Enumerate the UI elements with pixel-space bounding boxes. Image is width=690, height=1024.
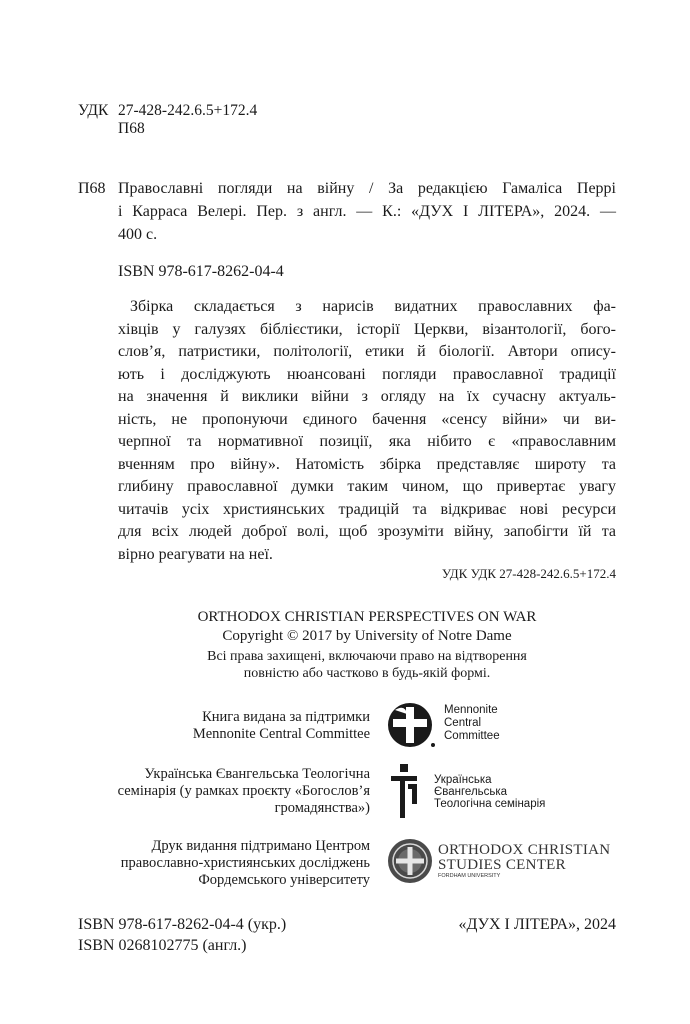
original-copyright: Copyright © 2017 by University of Notre Dame: [222, 628, 512, 644]
abstract-line: для всіх людей доброї волі, щоб зрозуміти війну, запобігти їй та: [118, 523, 616, 540]
udk-footer: УДК УДК 27-428-242.6.5+172.4: [441, 566, 616, 581]
logo-text: ORTHODOX CHRISTIAN: [438, 842, 611, 858]
sponsor-text: громадянства»): [274, 800, 370, 816]
uets-cross-icon: [388, 764, 424, 820]
logo-text: Mennonite: [444, 704, 498, 716]
catalog-line: 400 с.: [118, 226, 158, 243]
abstract-line: глибину православної думки таким чином, що привертає увагу: [118, 478, 616, 495]
abstract-line: на значення й виклики війни з огляду на їх сучасну актуаль-: [118, 388, 616, 405]
logo-text: Євангельська: [434, 786, 508, 798]
abstract-line: вченням про війну». Натомість збірка представляє широту та: [118, 456, 616, 473]
original-title: ORTHODOX CHRISTIAN PERSPECTIVES ON WAR: [197, 609, 537, 625]
isbn-eng: ISBN 0268102775 (англ.): [78, 937, 247, 954]
abstract-line: читачів усіх християнських традицій та відкриває нові ресурси: [118, 501, 616, 518]
logo-text: Central: [444, 717, 482, 729]
author-mark: П68: [118, 120, 145, 137]
catalog-mark: П68: [78, 180, 106, 197]
isbn-ukr: ISBN 978-617-8262-04-4 (укр.): [78, 916, 287, 933]
logo-text: STUDIES CENTER: [438, 857, 566, 873]
abstract-line: ють і досліджують нюансовані погляди православної традиції: [118, 366, 616, 383]
catalog-line: і Карраса Велері. Пер. з англ. — К.: «ДУХ І ЛІТЕРА», 2024. —: [118, 203, 616, 220]
sponsor-text: Mennonite Central Committee: [192, 726, 370, 742]
catalog-line: Православні погляди на війну / За редакцією Гамаліса Перрі: [118, 180, 616, 197]
abstract-line: слов’я, патристики, політології, етики й біології. Автори опису-: [118, 343, 616, 360]
abstract-line: вірно реагувати на неї.: [118, 546, 273, 563]
rights-line: Всі права захищені, включаючи право на відтворення: [207, 649, 527, 664]
logo-text: Українська: [434, 774, 492, 786]
sponsor-text: Українська Євангельська Теологічна: [144, 766, 370, 782]
udk-code: 27-428-242.6.5+172.4: [118, 102, 258, 119]
abstract-line: Збірка складається з нарисів видатних православних фа-: [130, 298, 616, 315]
ocsc-seal-icon: [387, 838, 433, 884]
sponsor-text: Фордемського університету: [198, 872, 370, 888]
publisher-year: «ДУХ І ЛІТЕРА», 2024: [458, 916, 616, 933]
logo-text: FORDHAM UNIVERSITY: [438, 873, 501, 879]
sponsor-text: Книга видана за підтримки: [202, 709, 370, 725]
mcc-dove-cross-icon: [387, 700, 437, 750]
udk-label: УДК: [78, 102, 109, 119]
abstract-line: ність, не пропонуючи єдиного бачення «сенсу війни» чи ви-: [118, 411, 616, 428]
rights-line: повністю або частково в будь-якій формі.: [243, 666, 491, 681]
sponsor-text: православно-християнських досліджень: [120, 855, 370, 871]
abstract-line: черпної та нормативної позиції, яка нібито є «православним: [118, 433, 616, 450]
abstract-line: хівців у галузях біблієстики, історії Церкви, візантології, бого-: [118, 321, 616, 338]
catalog-isbn: ISBN 978-617-8262-04-4: [118, 263, 284, 280]
sponsor-text: Друк видання підтримано Центром: [151, 838, 370, 854]
logo-text: Committee: [444, 730, 500, 742]
logo-text: Теологічна семінарія: [434, 798, 546, 810]
sponsor-text: семінарія (у рамках проєкту «Богослов’я: [117, 783, 370, 799]
